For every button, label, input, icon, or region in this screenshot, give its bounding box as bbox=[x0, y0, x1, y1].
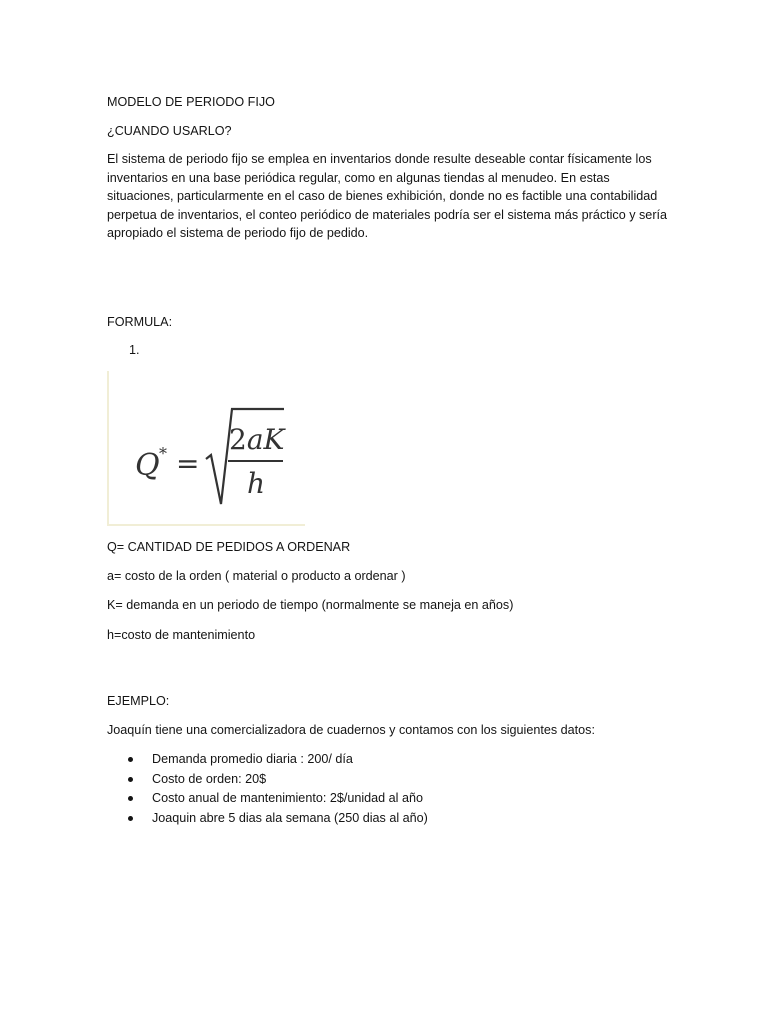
formula-number: 1. bbox=[129, 343, 140, 357]
list-item bbox=[128, 809, 428, 829]
list-item bbox=[128, 750, 428, 770]
section-heading-when: ¿CUANDO USARLO? bbox=[107, 124, 232, 138]
formula-image bbox=[107, 371, 305, 526]
bullet-dot-icon bbox=[128, 777, 133, 782]
example-heading: EJEMPLO: bbox=[107, 694, 170, 708]
svg-text:*: * bbox=[159, 444, 167, 463]
list-item-text: Demanda promedio diaria : 200/ día bbox=[152, 752, 353, 766]
example-intro: Joaquín tiene una comercializadora de cuadernos y contamos con los siguientes datos: bbox=[107, 723, 595, 737]
list-item-text: Costo de orden: 20$ bbox=[152, 771, 267, 786]
formula-heading: FORMULA: bbox=[107, 315, 173, 329]
svg-text:=: = bbox=[176, 447, 200, 480]
document-title: MODELO DE PERIODO FIJO bbox=[107, 95, 275, 109]
list-item bbox=[128, 789, 428, 809]
list-item-text: Costo anual de mantenimiento: 2$/unidad al año bbox=[152, 791, 423, 805]
bullet-dot-icon bbox=[128, 796, 133, 801]
definition-q: Q= CANTIDAD DE PEDIDOS A ORDENAR bbox=[107, 540, 351, 554]
svg-text:h: h bbox=[247, 467, 266, 500]
svg-text:2aK: 2aK bbox=[229, 423, 285, 456]
definition-a: a= costo de la orden ( material o producto a ordenar ) bbox=[107, 569, 406, 583]
bullet-dot-icon bbox=[128, 816, 133, 821]
definition-h: h=costo de mantenimiento bbox=[107, 628, 256, 642]
formula-svg bbox=[109, 371, 305, 524]
example-data-list bbox=[128, 750, 428, 828]
intro-paragraph: El sistema de periodo fijo se emplea en inventarios donde resulte deseable contar físicamente los inventarios en una base periódica regular, como en algunas tiendas al menudeo. En estas situaciones, particularmente en el caso de bienes exhibición, donde no es factible una contabilidad perpetua de inventarios, el conteo periódico de materiales podría ser el sistema más práctico y sería apropiado el sistema de periodo fijo de pedido. bbox=[107, 152, 668, 241]
definition-k: K= demanda en un periodo de tiempo (normalmente se maneja en años) bbox=[107, 598, 514, 612]
svg-text:Q: Q bbox=[135, 448, 160, 483]
list-item bbox=[128, 770, 428, 790]
bullet-dot-icon bbox=[128, 757, 133, 762]
list-item-text: Joaquin abre 5 dias ala semana (250 dias al año) bbox=[152, 810, 428, 825]
